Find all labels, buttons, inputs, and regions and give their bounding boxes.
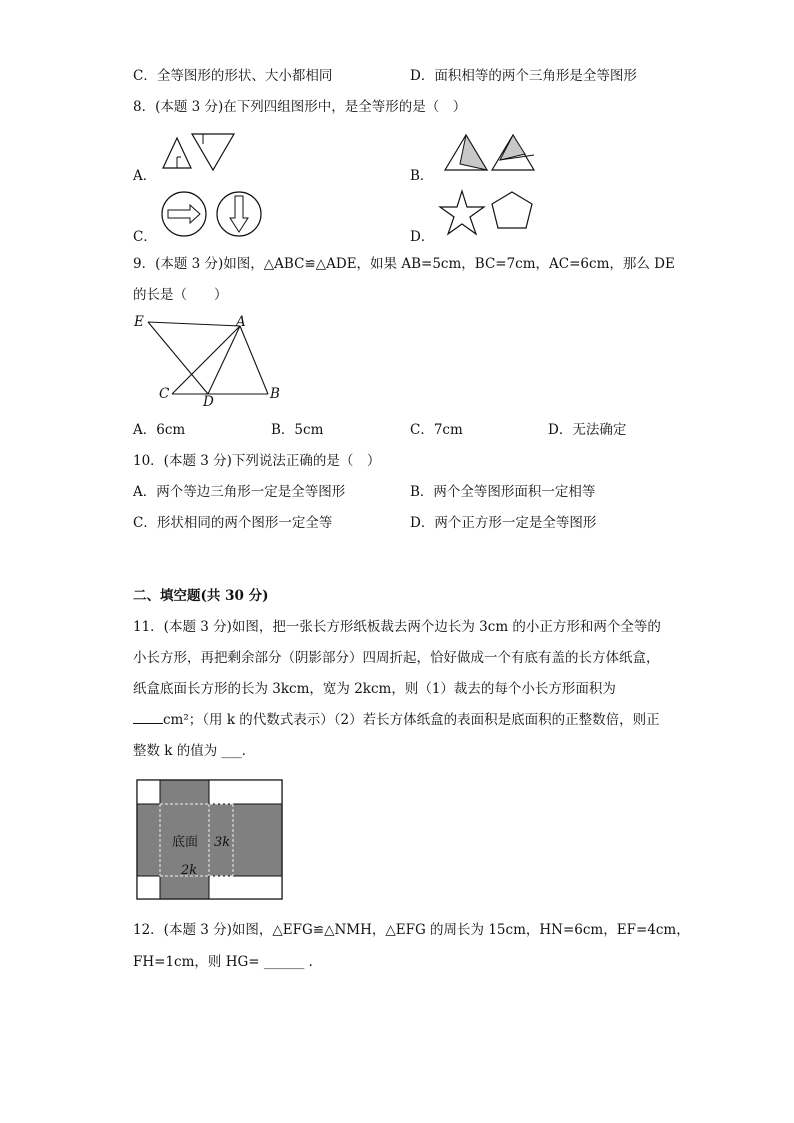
q11-label-3k: 3k <box>214 835 231 850</box>
q9-point-e: E <box>134 314 144 330</box>
q9-point-c: C <box>159 386 170 402</box>
q9-point-a: A <box>236 314 246 330</box>
q9-stem-line1: 9．(本题 3 分)如图，△ABC≌△ADE，如果 AB=5cm，BC=7cm，AC=6cm，那么 DE <box>133 256 675 272</box>
q10-stem: 10．(本题 3 分)下列说法正确的是（ ） <box>133 453 381 469</box>
q12-line1: 12．(本题 3 分)如图，△EFG≌△NMH，△EFG 的周长为 15cm，HN=6cm，EF=4cm， <box>133 922 690 938</box>
answer-blank[interactable] <box>133 723 163 724</box>
q8-figure-a <box>158 128 238 176</box>
q9-option-c: C．7cm <box>410 422 463 438</box>
section-title: 二、填空题(共 30 分) <box>133 588 269 604</box>
q11-line4: cm²；（用 k 的代数式表示）（2）若长方体纸盒的表面积是底面积的正整数倍，则正 <box>133 714 660 728</box>
q8-figure-b <box>440 130 540 176</box>
q11-line1: 11．(本题 3 分)如图，把一张长方形纸板裁去两个边长为 3cm 的小正方形和两个全等的 <box>133 619 661 635</box>
q8-figure-c <box>158 190 268 240</box>
q11-line2: 小长方形，再把剩余部分（阴影部分）四周折起，恰好做成一个有底有盖的长方体纸盒， <box>133 650 660 666</box>
q11-line3: 纸盒底面长方形的长为 3kcm，宽为 2kcm，则（1）裁去的每个小长方形面积为 <box>133 681 616 697</box>
q8-label-b: B． <box>410 168 434 184</box>
q8-label-c: C． <box>133 229 157 245</box>
q9-option-b: B．5cm <box>271 422 324 438</box>
q11-label-2k: 2k <box>181 863 198 878</box>
q8-label-d: D． <box>410 229 435 245</box>
q11-label-bottom: 底面 <box>172 835 199 850</box>
q11-line5: 整数 k 的值为 ___． <box>133 743 256 759</box>
q11-box-net-figure <box>137 780 285 902</box>
q7-option-c: C．全等图形的形状、大小都相同 <box>133 68 333 84</box>
q10-option-d: D．两个正方形一定是全等图形 <box>410 515 597 531</box>
q8-stem: 8．(本题 3 分)在下列四组图形中，是全等形的是（ ） <box>133 99 467 115</box>
q9-option-d: D．无法确定 <box>548 422 627 438</box>
q8-label-a: A． <box>133 168 157 184</box>
q10-option-b: B．两个全等图形面积一定相等 <box>410 484 596 500</box>
q9-option-a: A．6cm <box>133 422 186 438</box>
q10-option-c: C．形状相同的两个图形一定全等 <box>133 515 333 531</box>
q9-point-d: D <box>203 394 214 410</box>
q8-figure-d <box>438 188 538 240</box>
q9-point-b: B <box>270 386 280 402</box>
q10-option-a: A．两个等边三角形一定是全等图形 <box>133 484 346 500</box>
q12-line2: FH=1cm，则 HG= ______ ． <box>133 954 323 970</box>
q7-option-d: D．面积相等的两个三角形是全等图形 <box>410 68 637 84</box>
q9-stem-line2: 的长是（ ） <box>133 287 228 303</box>
